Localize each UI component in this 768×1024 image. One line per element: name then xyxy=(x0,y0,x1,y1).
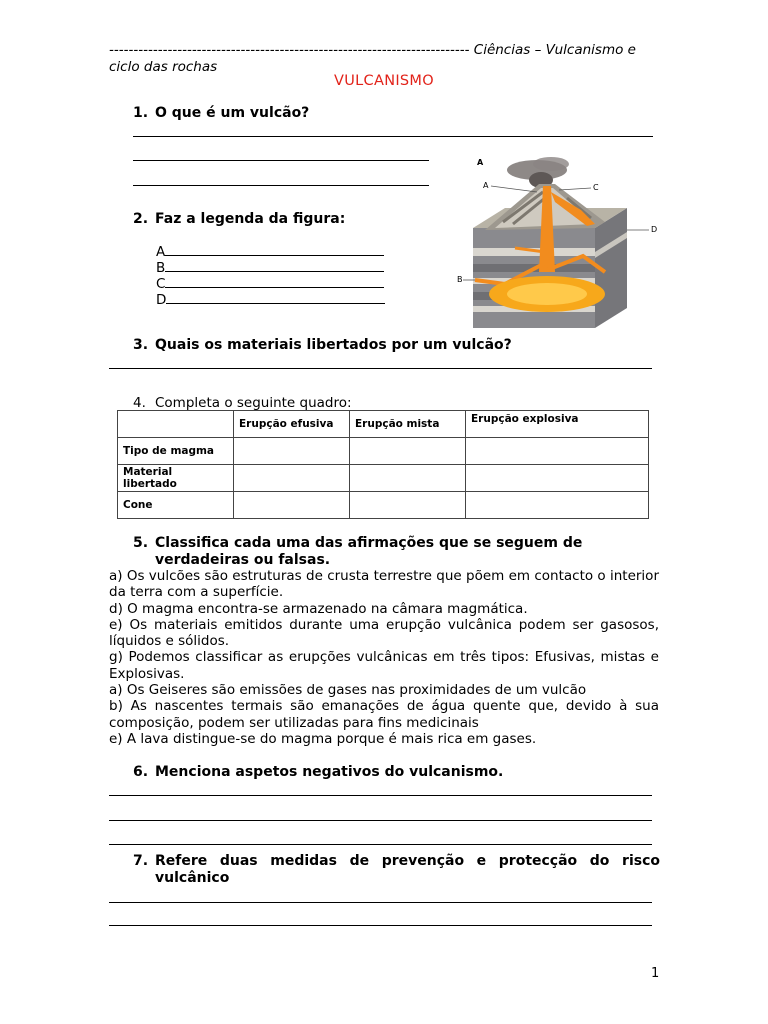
question-3-text: Quais os materiais libertados por um vulcão? xyxy=(155,337,512,353)
table-cell[interactable] xyxy=(234,438,350,465)
page-number: 1 xyxy=(651,966,660,981)
answer-line[interactable] xyxy=(109,795,652,796)
figure-label-d: D xyxy=(651,225,658,234)
table-header-row xyxy=(118,411,649,438)
legend-blank[interactable] xyxy=(165,260,384,272)
legend-blank[interactable] xyxy=(165,276,384,288)
table-row xyxy=(118,438,649,465)
table-row-label: Material libertado xyxy=(118,465,234,492)
question-2-number: 2. xyxy=(133,211,149,227)
question-5-text: Classifica cada uma das afirmações que se seguem de verdadeiras ou falsas. xyxy=(155,535,583,568)
table-cell[interactable] xyxy=(350,492,466,519)
page-title: VULCANISMO xyxy=(334,73,434,89)
question-4 xyxy=(133,395,352,411)
question-1 xyxy=(133,105,309,121)
question-7-text: Refere duas medidas de prevenção e protecção do risco vulcânico xyxy=(155,853,660,886)
answer-line[interactable] xyxy=(133,136,653,137)
statement-item: b) As nascentes termais são emanações de água quente que, devido à sua composição, podem ser utilizadas para fins medicinais xyxy=(109,698,659,731)
statement-item: a) Os vulcões são estruturas de crusta terrestre que põem em contacto o interior da terra com a superfície. xyxy=(109,568,659,601)
table-cell[interactable] xyxy=(466,492,649,519)
legend-letter: B xyxy=(156,260,166,276)
question-1-text: O que é um vulcão? xyxy=(155,105,310,121)
question-6-number: 6. xyxy=(133,764,149,780)
answer-line[interactable] xyxy=(109,925,652,926)
table-row-label: Tipo de magma xyxy=(118,438,234,465)
answer-line[interactable] xyxy=(133,185,429,186)
question-4-text: Completa o seguinte quadro: xyxy=(155,395,352,411)
statement-item: g) Podemos classificar as erupções vulcânicas em três tipos: Efusivas, mistas e Explosivas. xyxy=(109,649,659,682)
answer-line[interactable] xyxy=(109,368,652,369)
volcano-figure xyxy=(455,152,685,334)
question-2 xyxy=(133,211,345,227)
answer-line[interactable] xyxy=(109,902,652,903)
table-row xyxy=(118,492,649,519)
legend-item-c[interactable] xyxy=(156,276,385,292)
statement-item: e) A lava distingue-se do magma porque é mais rica em gases. xyxy=(109,730,537,747)
figure-label-b: B xyxy=(457,275,463,284)
table-header-cell: Erupção mista xyxy=(350,411,466,438)
volcano-illustration xyxy=(455,152,685,334)
table-cell[interactable] xyxy=(350,438,466,465)
legend-item-d[interactable] xyxy=(156,292,385,308)
table-row xyxy=(118,465,649,492)
question-6 xyxy=(133,764,503,780)
answer-line[interactable] xyxy=(109,820,652,821)
legend-letter: D xyxy=(156,292,167,308)
table-cell[interactable] xyxy=(466,465,649,492)
answer-line[interactable] xyxy=(109,844,652,845)
figure-label-c: C xyxy=(593,183,599,192)
table-header-cell xyxy=(118,411,234,438)
question-7-number: 7. xyxy=(133,853,149,869)
table-cell[interactable] xyxy=(350,465,466,492)
table-header-cell: Erupção efusiva xyxy=(234,411,350,438)
page-header: -------------------------------------------------------------------------- Ciências – Vulcanismo e ciclo das rochas xyxy=(109,42,636,75)
question-3-number: 3. xyxy=(133,337,149,353)
question-6-text: Menciona aspetos negativos do vulcanismo. xyxy=(155,764,504,780)
legend-blank[interactable] xyxy=(165,244,384,256)
legend-blank[interactable] xyxy=(166,292,385,304)
table-cell[interactable] xyxy=(234,492,350,519)
figure-label-a-pointer: A xyxy=(483,181,489,190)
legend-item-b[interactable] xyxy=(156,260,385,276)
statements-list xyxy=(109,568,659,747)
legend-letter: A xyxy=(156,244,166,260)
table-cell[interactable] xyxy=(234,465,350,492)
question-5 xyxy=(133,535,663,569)
statement-item: a) Os Geiseres são emissões de gases nas proximidades de um vulcão xyxy=(109,682,587,699)
legend-list xyxy=(156,244,385,308)
legend-item-a[interactable] xyxy=(156,244,385,260)
statement-item: d) O magma encontra-se armazenado na câmara magmática. xyxy=(109,600,528,617)
table-cell[interactable] xyxy=(466,438,649,465)
legend-letter: C xyxy=(156,276,166,292)
statement-item: e) Os materiais emitidos durante uma erupção vulcânica podem ser gasosos, líquidos e sólidos. xyxy=(109,616,659,650)
question-4-number: 4. xyxy=(133,395,146,411)
question-2-text: Faz a legenda da figura: xyxy=(155,211,346,227)
eruption-table xyxy=(117,410,649,519)
question-3 xyxy=(133,337,512,353)
table-header-cell: Erupção explosiva xyxy=(466,411,649,438)
figure-label-a: A xyxy=(477,158,484,167)
table-row-label: Cone xyxy=(118,492,234,519)
answer-line[interactable] xyxy=(133,160,429,161)
question-1-number: 1. xyxy=(133,105,149,121)
question-5-number: 5. xyxy=(133,535,149,551)
question-7 xyxy=(133,853,663,887)
